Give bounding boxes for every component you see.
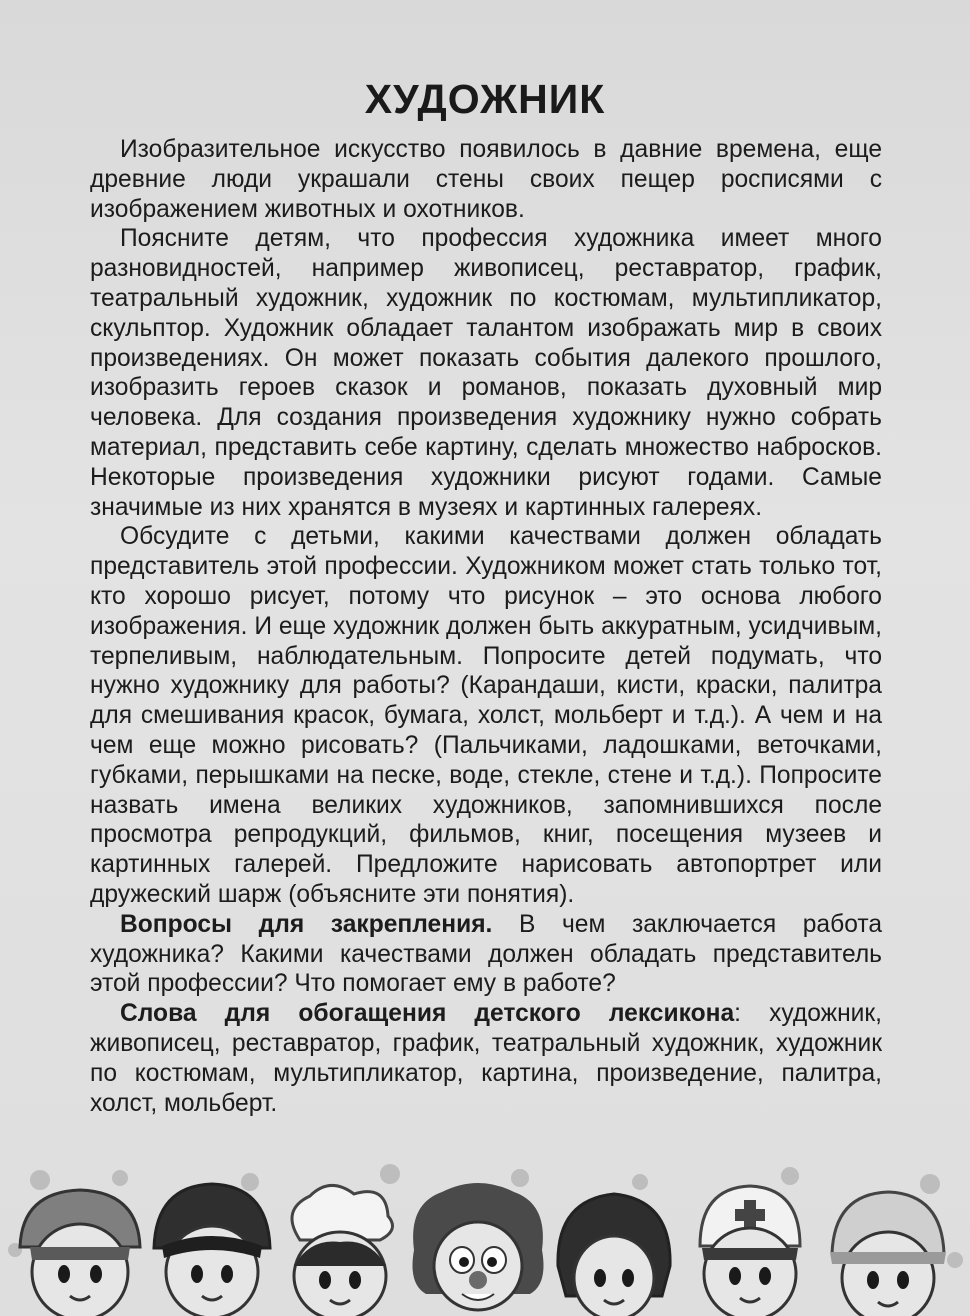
paragraph-history: Изобразительное искусство появилось в давние времена, еще древние люди украшали стены своих пещер росписями с изображением животных и охотников. xyxy=(90,136,882,223)
article-body xyxy=(90,135,882,1118)
soldier-helmet-face xyxy=(154,1184,270,1316)
pilot-helmet-face xyxy=(558,1194,670,1316)
clown-face xyxy=(413,1183,544,1310)
paragraph-professions: Поясните детям, что профессия художника имеет много разновидностей, например живописец, реставратор, график, театральный художник, художник по костюмам, мультипликатор, скульптор. Художник обладает талантом изображать мир в своих произведениях. Он может показать события далекого прошлого, изобразить героев сказок и романов, показать духовный мир человека. Для создания произведения художнику нужно собрать материал, представить себе картину, сделать множество набросков. Некоторые произведения художники рисуют годами. Самые значимые из них хранятся в музеях и картинных галереях. xyxy=(90,225,882,521)
questions-heading: Вопросы для закрепления. xyxy=(120,910,493,938)
builder-helmet-face xyxy=(830,1192,946,1316)
questions-text: В чем заключается работа художника? Какими качествами должен обладать представитель этой профессии? Что помогает ему в работе? xyxy=(90,910,882,998)
page-title: ХУДОЖНИК xyxy=(364,76,606,122)
chef-hat-face xyxy=(292,1185,393,1316)
paragraph-questions xyxy=(90,910,882,999)
children-faces-illustration xyxy=(0,1160,970,1316)
paragraph-qualities: Обсудите с детьми, какими качествами должен обладать представитель этой профессии. Художником может стать только тот, кто хорошо рисует, потому что рисунок – это основа любого изображения. И еще художник должен быть аккуратным, усидчивым, терпеливым, наблюдательным. Попросите детей подумать, что нужно художнику для работы? (Карандаши, кисти, краски, палитра для смешивания красок, бумага, холст, мольберт и т.д.). А чем и на чем еще можно рисовать? (Пальчиками, ладошками, веточками, губками, перышками на песке, воде, стекле, стене и т.д.). Попросите назвать имена великих художников, запомнившихся после просмотра репродукций, фильмов, книг, посещения музеев и картинных галерей. Предложите нарисовать автопортрет или дружеский шарж (объясните эти понятия). xyxy=(90,523,882,908)
boy-cap-face xyxy=(20,1190,140,1316)
doctor-cap-face xyxy=(700,1186,800,1316)
vocabulary-text: : художник, живописец, реставратор, график, театральный художник, художник по костюмам, мультипликатор, картина, произведение, палитра, холст, мольберт. xyxy=(90,1000,883,1117)
paragraph-vocabulary xyxy=(90,999,882,1118)
vocabulary-heading: Слова для обогащения детского лексикона xyxy=(120,1000,735,1028)
